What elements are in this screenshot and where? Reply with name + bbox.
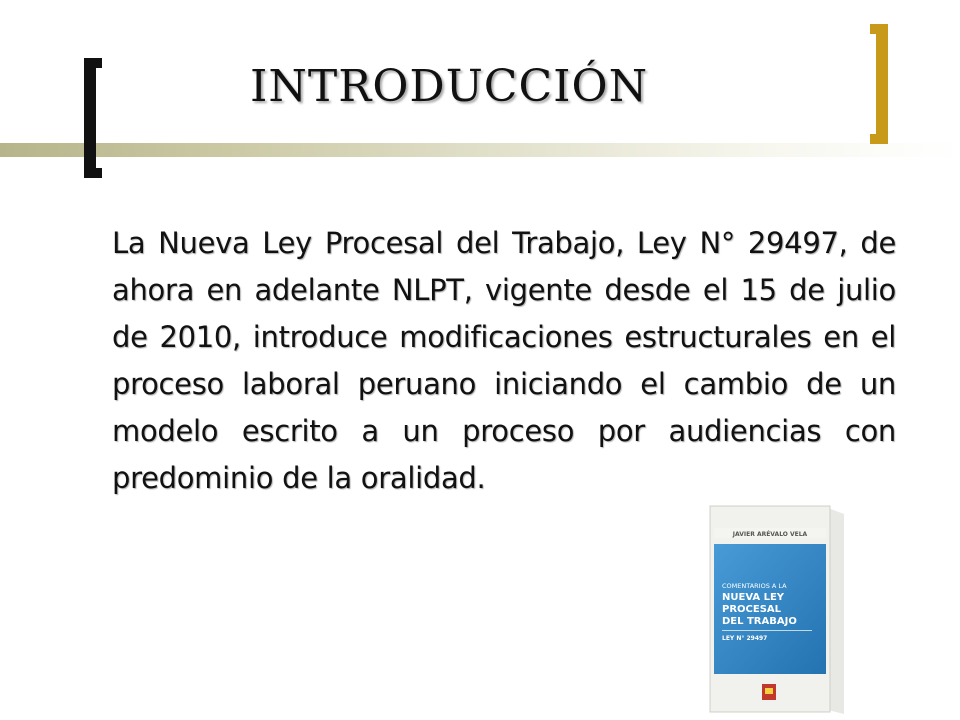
right-bracket-decoration	[870, 24, 888, 144]
body-paragraph: La Nueva Ley Procesal del Trabajo, Ley N° 29497, de ahora en adelante NLPT, vigente desde el 15 de julio de 2010, introduce modificaciones estructurales en el proceso laboral peruano iniciando el cambio de un modelo escrito a un proceso por audiencias con predominio de la oralidad.	[112, 226, 896, 495]
book-law-number: LEY N° 29497	[722, 635, 768, 642]
left-bracket-decoration	[84, 58, 102, 178]
book-line4: DEL TRABAJO	[722, 616, 797, 627]
title-divider	[0, 143, 960, 157]
book-line2: NUEVA LEY	[722, 592, 785, 603]
book-author: JAVIER ARÉVALO VELA	[732, 531, 808, 538]
book-cover-image	[708, 504, 852, 716]
page-title: INTRODUCCIÓN	[250, 61, 649, 112]
book-line1: COMENTARIOS A LA	[722, 582, 787, 590]
book-line3: PROCESAL	[722, 604, 782, 615]
